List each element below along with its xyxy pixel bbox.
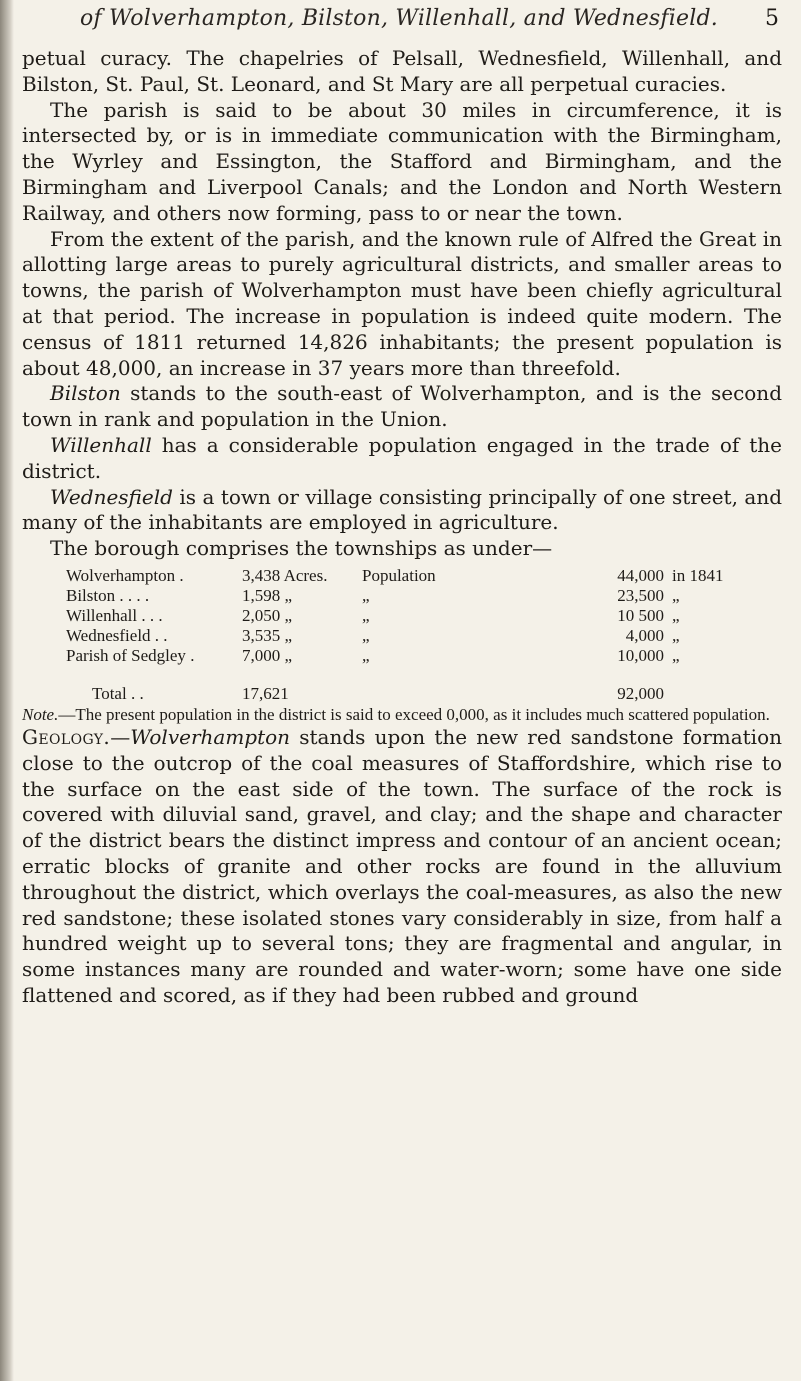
note-label: Note. bbox=[22, 704, 59, 724]
table-cell-acres: 3,535 „ bbox=[242, 625, 293, 645]
table-cell-pop-label: „ bbox=[362, 625, 370, 645]
table-cell-year: „ bbox=[672, 585, 680, 605]
paragraph-willenhall bbox=[22, 433, 782, 485]
table-cell-total-population: 92,000 bbox=[617, 683, 664, 703]
geology-text: stands upon the new red sandstone formation close to the outcrop of the coal measures of Staffordshire, which rise to the surface on the east side of the town. The surface of the rock is covered with diluvial sand, gravel, and clay; and the shape and character of the district bears the distinct impress and contour of an ancient ocean; erratic blocks of granite and other rocks are found in the alluvium throughout the district, which overlays the coal-measures, as also the new red sandstone; these isolated stones vary considerably in size, from half a hundred weight up to several tons; they are fragmental and angular, in some instances many are rounded and water-worn; some have one side flattened and scored, as if they had been rubbed and ground bbox=[22, 724, 782, 1007]
table-cell-pop-label: Population bbox=[362, 565, 436, 585]
table-cell-year: in 1841 bbox=[672, 565, 724, 585]
page-gutter-shadow bbox=[0, 0, 14, 1381]
geology-label: Geology. bbox=[22, 724, 111, 749]
page-number: 5 bbox=[765, 6, 779, 31]
table-cell-acres: 1,598 „ bbox=[242, 585, 293, 605]
page-header bbox=[0, 0, 801, 44]
table-cell-population: 23,500 bbox=[617, 585, 664, 605]
table-cell-acres: 3,438 Acres. bbox=[242, 565, 328, 585]
township-table bbox=[66, 566, 766, 704]
table-cell-population: 4,000 bbox=[625, 625, 664, 645]
paragraph-wednesfield bbox=[22, 485, 782, 537]
table-row bbox=[66, 566, 766, 586]
place-name-wolverhampton: Wolverhampton bbox=[130, 724, 291, 749]
population-note bbox=[22, 704, 782, 725]
table-cell-year: „ bbox=[672, 625, 680, 645]
borough-intro: The borough comprises the townships as under— bbox=[50, 536, 553, 561]
table-cell-pop-label: „ bbox=[362, 645, 370, 665]
table-cell-township: Willenhall . . . bbox=[66, 605, 163, 625]
table-row bbox=[66, 646, 766, 666]
table-cell-total-label: Total . . bbox=[92, 683, 144, 703]
table-row bbox=[66, 626, 766, 646]
wednesfield-text: is a town or village consisting principally of one street, and many of the inhabitants are employed in agriculture. bbox=[22, 484, 782, 535]
paragraph-population-history: From the extent of the parish, and the known rule of Alfred the Great in allotting large areas to purely agricultural districts, and smaller areas to towns, the parish of Wolverhampton must have been chiefly agricultural at that period. The increase in population is indeed quite modern. The census of 1811 returned 14,826 inhabitants; the present population is about 48,000, an increase in 37 years more than threefold. bbox=[22, 226, 782, 380]
table-cell-population: 10 500 bbox=[617, 605, 664, 625]
page-body bbox=[22, 46, 782, 1009]
paragraph-geology: Geology.—Wolverhampton stands upon the new red sandstone formation close to the outcrop of the coal measures of Staffordshire, which rise to the surface on the east side of the town. The surface of the rock is covered with diluvial sand, gravel, and clay; and the shape and character of the district bears the distinct impress and contour of an ancient ocean; erratic blocks of granite and other rocks are found in the alluvium throughout the district, which overlays the coal-measures, as also the new red sandstone; these isolated stones vary considerably in size, from half a hundred weight up to several tons; they are fragmental and angular, in some instances many are rounded and water-worn; some have one side flattened and scored, as if they had been rubbed and ground bbox=[22, 724, 782, 1007]
table-cell-population: 44,000 bbox=[617, 565, 664, 585]
bilston-text: stands to the south-east of Wolverhampton, and is the second town in rank and population in the Union. bbox=[22, 381, 782, 432]
paragraph-parish-extent: The parish is said to be about 30 miles in circumference, it is intersected by, or is in immediate communication with the Birmingham, the Wyrley and Essington, the Stafford and Birmingham, and the Birmingham and Liverpool Canals; and the London and North Western Railway, and others now forming, pass to or near the town. bbox=[22, 97, 782, 225]
table-row bbox=[66, 586, 766, 606]
table-cell-acres: 2,050 „ bbox=[242, 605, 293, 625]
table-row bbox=[66, 606, 766, 626]
running-head: of Wolverhampton, Bilston, Willenhall, and Wednesfield. bbox=[80, 6, 718, 31]
table-cell-township: Parish of Sedgley . bbox=[66, 645, 195, 665]
table-cell-pop-label: „ bbox=[362, 585, 370, 605]
table-cell-total-acres: 17,621 bbox=[242, 683, 289, 703]
table-cell-township: Wolverhampton . bbox=[66, 565, 184, 585]
table-cell-township: Wednesfield . . bbox=[66, 625, 168, 645]
table-total-row bbox=[66, 684, 766, 704]
paragraph-curacy: petual curacy. The chapelries of Pelsall, Wednesfield, Willenhall, and Bilston, St. Paul, St. Leonard, and St Mary are all perpetual curacies. bbox=[22, 46, 782, 96]
table-cell-population: 10,000 bbox=[617, 645, 664, 665]
table-cell-year: „ bbox=[672, 645, 680, 665]
paragraph-bilston bbox=[22, 381, 782, 433]
table-cell-year: „ bbox=[672, 605, 680, 625]
place-name-wednesfield: Wednesfield bbox=[50, 484, 173, 509]
table-cell-township: Bilston . . . . bbox=[66, 585, 150, 605]
place-name-bilston: Bilston bbox=[50, 381, 121, 406]
table-cell-pop-label: „ bbox=[362, 605, 370, 625]
note-text: —The present population in the district is said to exceed 0,000, as it includes much scattered population. bbox=[58, 704, 770, 724]
table-cell-acres: 7,000 „ bbox=[242, 645, 293, 665]
willenhall-text: has a considerable population engaged in the trade of the district. bbox=[22, 432, 782, 483]
place-name-willenhall: Willenhall bbox=[50, 432, 152, 457]
